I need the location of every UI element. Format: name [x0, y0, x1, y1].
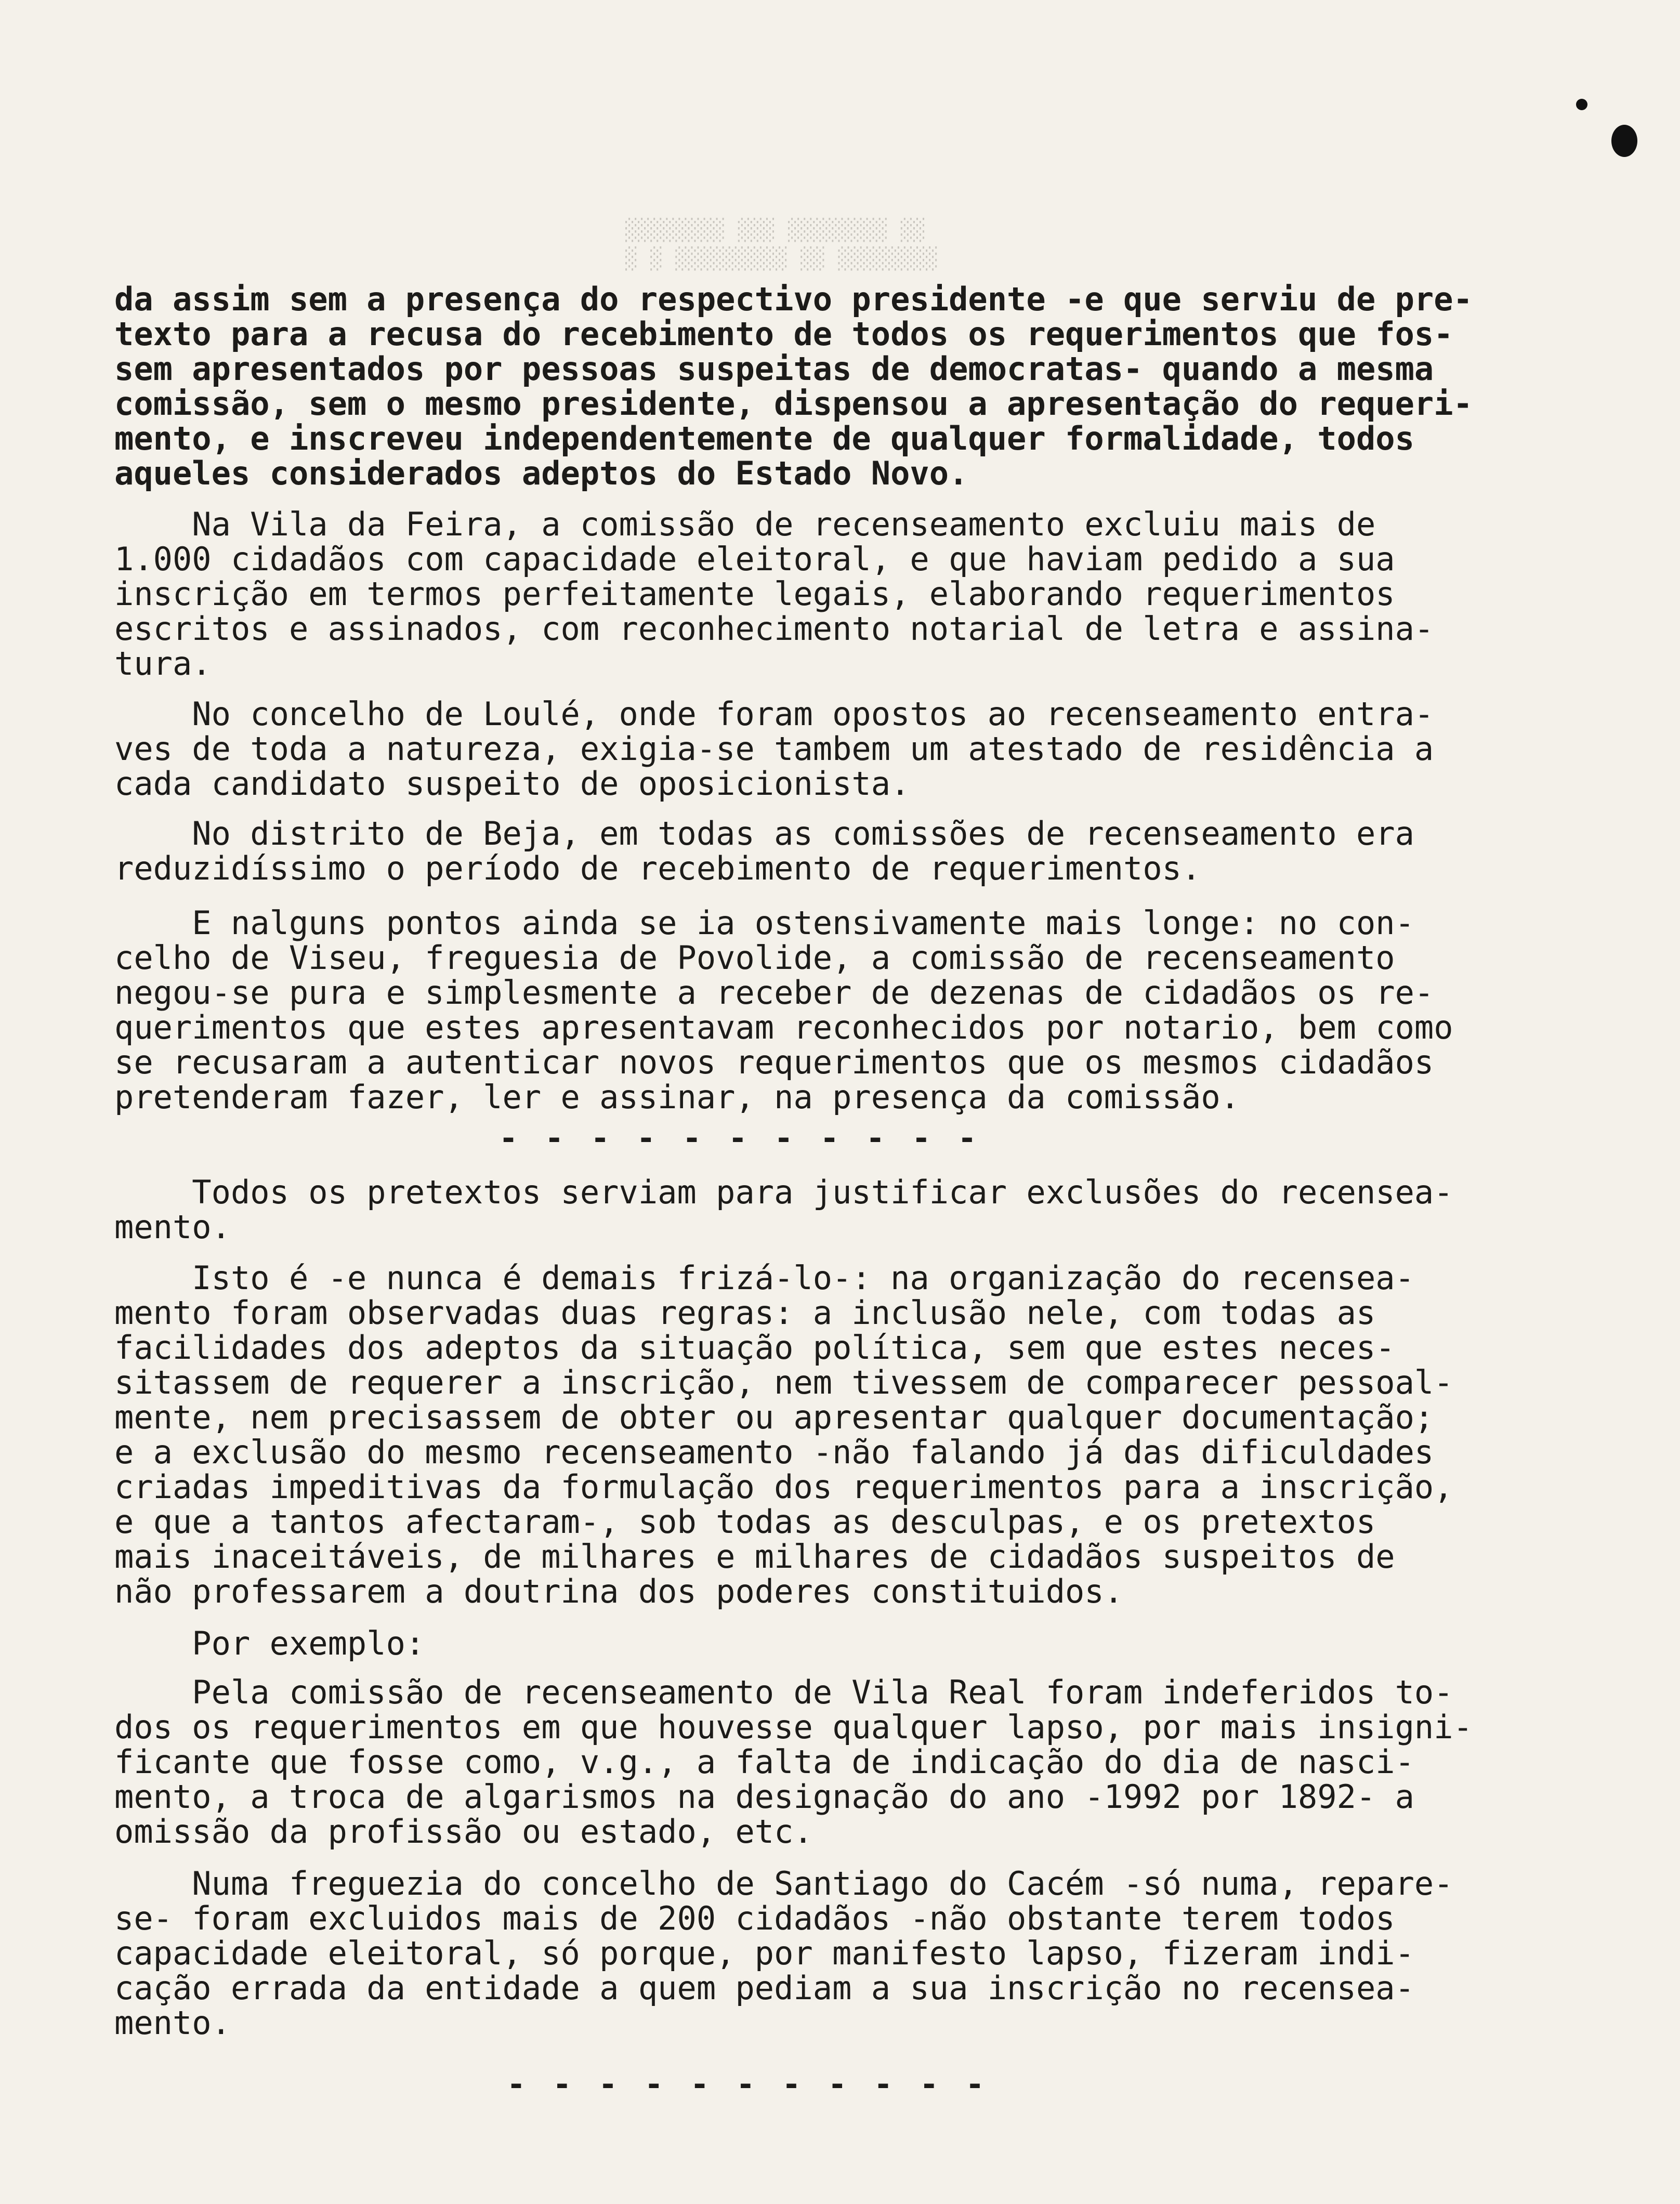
bleed-through-text	[624, 247, 937, 271]
text-line: mento foram observadas duas regras: a inclusão nele, com todas as	[114, 1294, 1376, 1332]
ink-blot	[1576, 99, 1587, 110]
paragraph-5	[114, 906, 1549, 1114]
text-line: cação errada da entidade a quem pediam a sua inscrição no recensea-	[114, 1969, 1414, 2007]
text-line: escritos e assinados, com reconhecimento notarial de letra e assina-	[114, 610, 1434, 648]
paragraph-8	[114, 1626, 1549, 1661]
paragraph-10	[114, 1866, 1549, 2040]
text-line: 1.000 cidadãos com capacidade eleitoral, e que haviam pedido a sua	[114, 540, 1395, 578]
text-line: reduzidíssimo o período de recebimento de requerimentos.	[114, 849, 1201, 887]
bleed-line: ░░░░░░░░ ░░ ░░░░░░░░░ ░ ░	[624, 247, 937, 271]
text-line: texto para a recusa do recebimento de todos os requerimentos que fos-	[114, 315, 1453, 353]
text-line: se- foram excluidos mais de 200 cidadãos -não obstante terem todos	[114, 1899, 1395, 1937]
text-line: querimentos que estes apresentavam reconhecidos por notario, bem como	[114, 1008, 1453, 1046]
section-separator: - - - - - - - - - - -	[507, 2066, 989, 2103]
text-line: mais inaceitáveis, de milhares e milhares de cidadãos suspeitos de	[114, 1538, 1395, 1576]
text-line: celho de Viseu, freguesia de Povolide, a comissão de recenseamento	[114, 939, 1395, 977]
text-line: dos os requerimentos em que houvesse qualquer lapso, por mais insigni-	[114, 1708, 1473, 1746]
text-line: mente, nem precisassem de obter ou apresentar qualquer documentação;	[114, 1398, 1434, 1436]
text-line: tura.	[114, 645, 212, 683]
text-line: mento.	[114, 1208, 231, 1246]
text-line: da assim sem a presença do respectivo presidente -e que serviu de pre-	[114, 280, 1473, 318]
text-line: Isto é -e nunca é demais frizá-lo-: na organização do recensea-	[114, 1259, 1414, 1297]
text-line: No distrito de Beja, em todas as comissões de recenseamento era	[114, 815, 1414, 852]
text-line: mento.	[114, 2004, 231, 2042]
text-line: Todos os pretextos serviam para justificar exclusões do recensea-	[114, 1173, 1453, 1211]
text-line: negou-se pura e simplesmente a receber de dezenas de cidadãos os re-	[114, 974, 1434, 1012]
text-line: não professarem a doutrina dos poderes constituidos.	[114, 1572, 1124, 1610]
text-line: inscrição em termos perfeitamente legais, elaborando requerimentos	[114, 575, 1395, 613]
paragraph-9	[114, 1675, 1549, 1849]
text-line: sitassem de requerer a inscrição, nem tivessem de comparecer pessoal-	[114, 1363, 1453, 1401]
text-line: No concelho de Loulé, onde foram opostos ao recenseamento entra-	[114, 695, 1434, 733]
text-line: pretenderam fazer, ler e assinar, na presença da comissão.	[114, 1078, 1240, 1116]
text-line: ficante que fosse como, v.g., a falta de indicação do dia de nasci-	[114, 1743, 1414, 1781]
text-line: facilidades dos adeptos da situação política, sem que estes neces-	[114, 1329, 1395, 1367]
paragraph-4	[114, 816, 1549, 886]
text-line: cada candidato suspeito de oposicionista.	[114, 765, 910, 803]
text-line: mento, a troca de algarismos na designação do ano -1992 por 1892- a	[114, 1778, 1414, 1816]
paragraph-7	[114, 1261, 1549, 1609]
text-line: criadas impeditivas da formulação dos requerimentos para a inscrição,	[114, 1468, 1453, 1506]
text-line: Por exemplo:	[114, 1624, 425, 1662]
text-line: aqueles considerados adeptos do Estado Novo.	[114, 454, 968, 492]
ink-blot	[1611, 125, 1637, 157]
text-line: Pela comissão de recenseamento de Vila Real foram indeferidos to-	[114, 1673, 1453, 1711]
paragraph-1	[114, 282, 1549, 491]
bleed-line: ░░ ░░░░░░░░ ░░░ ░░░░░░░░	[624, 218, 924, 242]
paragraph-2	[114, 507, 1549, 681]
text-line: ves de toda a natureza, exigia-se tambem um atestado de residência a	[114, 730, 1434, 768]
text-line: e que a tantos afectaram-, sob todas as desculpas, e os pretextos	[114, 1503, 1376, 1541]
text-line: omissão da profissão ou estado, etc.	[114, 1813, 813, 1851]
text-line: Na Vila da Feira, a comissão de recenseamento excluiu mais de	[114, 505, 1376, 543]
paragraph-6	[114, 1175, 1549, 1244]
bleed-through-text	[624, 218, 924, 242]
paragraph-3	[114, 697, 1549, 801]
section-separator: - - - - - - - - - - -	[499, 1120, 981, 1157]
text-line: mento, e inscreveu independentemente de qualquer formalidade, todos	[114, 419, 1414, 457]
text-line: e a exclusão do mesmo recenseamento -não falando já das dificuldades	[114, 1433, 1434, 1471]
text-line: sem apresentados por pessoas suspeitas de democratas- quando a mesma	[114, 350, 1434, 388]
text-line: se recusaram a autenticar novos requerimentos que os mesmos cidadãos	[114, 1043, 1434, 1081]
text-line: E nalguns pontos ainda se ia ostensivamente mais longe: no con-	[114, 904, 1414, 942]
text-line: comissão, sem o mesmo presidente, dispensou a apresentação do requeri-	[114, 385, 1473, 423]
text-line: Numa freguezia do concelho de Santiago do Cacém -só numa, repare-	[114, 1865, 1453, 1903]
text-line: capacidade eleitoral, só porque, por manifesto lapso, fizeram indi-	[114, 1934, 1414, 1972]
